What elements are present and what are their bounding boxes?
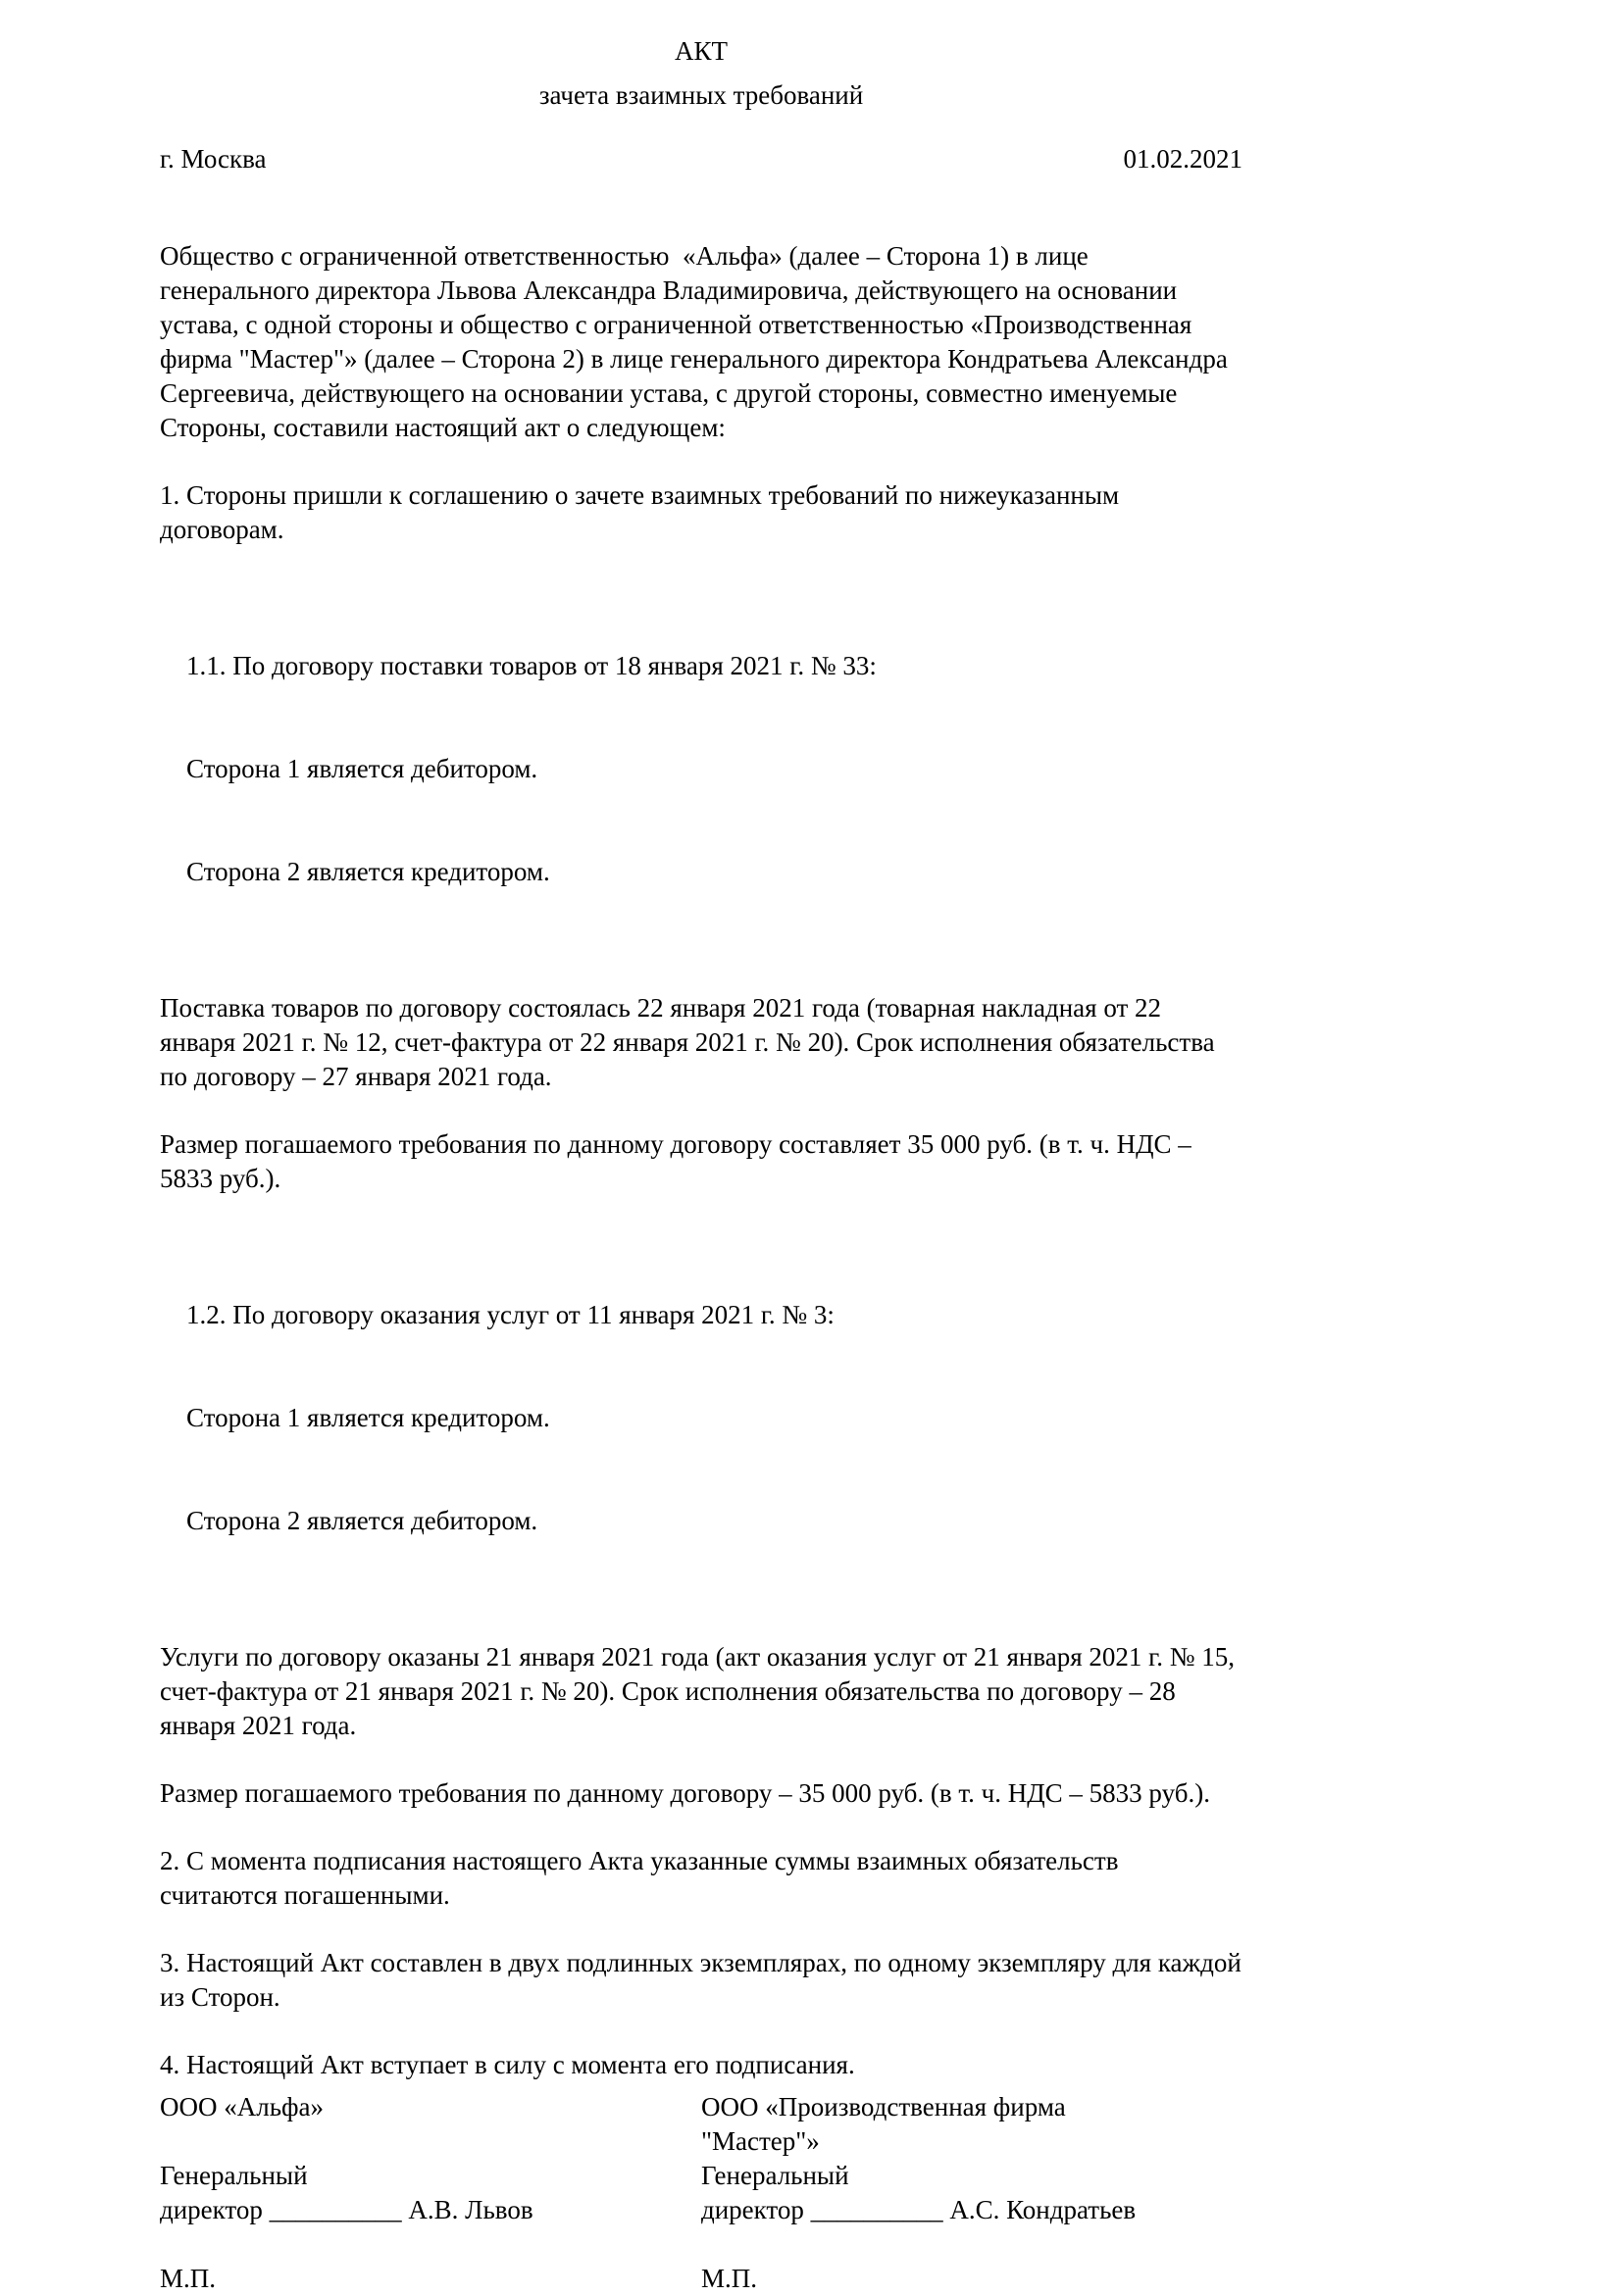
- doc-subtitle: зачета взаимных требований: [538, 80, 864, 110]
- clause-2: 2. С момента подписания настоящего Акта указанные суммы взаимных обязательств считаются погашенными.: [160, 1846, 1126, 1910]
- signature-right-company: ООО «Производственная фирма "Мастер"»: [701, 2092, 1066, 2156]
- intro-paragraph: Общество с ограниченной ответственностью «Альфа» (далее – Сторона 1) в лице генерального директора Львова Александра Владимировича, действующего на основании устава, с одной стороны и общество с ограниченной ответственностью «Производственная фирма "Мастер"» (далее – Сторона 2) в лице генерального директора Кондратьева Александра Сергеевича, действующего на основании устава, с другой стороны, совместно именуемые Стороны, составили настоящий акт о следующем:: [160, 241, 1235, 442]
- city-label: г. Москва: [160, 144, 267, 174]
- clause-1-2-block: [160, 1229, 1242, 1607]
- signature-left-seal: М.П.: [160, 2264, 217, 2293]
- signature-right-role-name: Генеральный директор __________ А.С. Кондратьев: [701, 2161, 1137, 2224]
- services-paragraph: Услуги по договору оказаны 21 января 2021 года (акт оказания услуг от 21 января 2021 г. № 15, счет-фактура от 21 января 2021 г. № 20). Срок исполнения обязательства по договору – 28 января 2021 года.: [160, 1642, 1242, 1740]
- doc-title-block: [160, 29, 1242, 118]
- signature-left-company: ООО «Альфа»: [160, 2092, 325, 2121]
- doc-title: АКТ: [675, 36, 728, 66]
- clause-1-1-line2: Сторона 2 является кредитором.: [186, 857, 550, 886]
- signature-right-seal: М.П.: [701, 2264, 758, 2293]
- clause-1-1-line1: Сторона 1 является дебитором.: [186, 754, 538, 783]
- signature-left-role-name: Генеральный директор __________ А.В. Львов: [160, 2161, 533, 2224]
- amount-2-paragraph: Размер погашаемого требования по данному договору – 35 000 руб. (в т. ч. НДС – 5833 руб.).: [160, 1778, 1210, 1808]
- clause-1-1-block: [160, 580, 1242, 958]
- clause-1-2-line1: Сторона 1 является кредитором.: [186, 1403, 550, 1432]
- amount-1-paragraph: Размер погашаемого требования по данному договору составляет 35 000 руб. (в т. ч. НДС – 5833 руб.).: [160, 1129, 1198, 1193]
- clause-1-2-heading: 1.2. По договору оказания услуг от 11 января 2021 г. № 3:: [186, 1300, 835, 1329]
- signature-block: [160, 2090, 1242, 2296]
- delivery-paragraph: Поставка товаров по договору состоялась 22 января 2021 года (товарная накладная от 22 января 2021 г. № 12, счет-фактура от 22 января 2021 г. № 20). Срок исполнения обязательства по договору – 27 января 2021 года.: [160, 993, 1222, 1091]
- clause-1: 1. Стороны пришли к соглашению о зачете взаимных требований по нижеуказанным договорам.: [160, 480, 1126, 544]
- clause-4: 4. Настоящий Акт вступает в силу с момента его подписания.: [160, 2050, 855, 2079]
- clause-3: 3. Настоящий Акт составлен в двух подлинных экземплярах, по одному экземпляру для каждой из Сторон.: [160, 1948, 1248, 2012]
- date-label: 01.02.2021: [1123, 144, 1242, 174]
- clause-1-1-heading: 1.1. По договору поставки товаров от 18 января 2021 г. № 33:: [186, 651, 877, 680]
- doc-meta-row: [160, 142, 1242, 176]
- clause-1-2-line2: Сторона 2 является дебитором.: [186, 1506, 538, 1535]
